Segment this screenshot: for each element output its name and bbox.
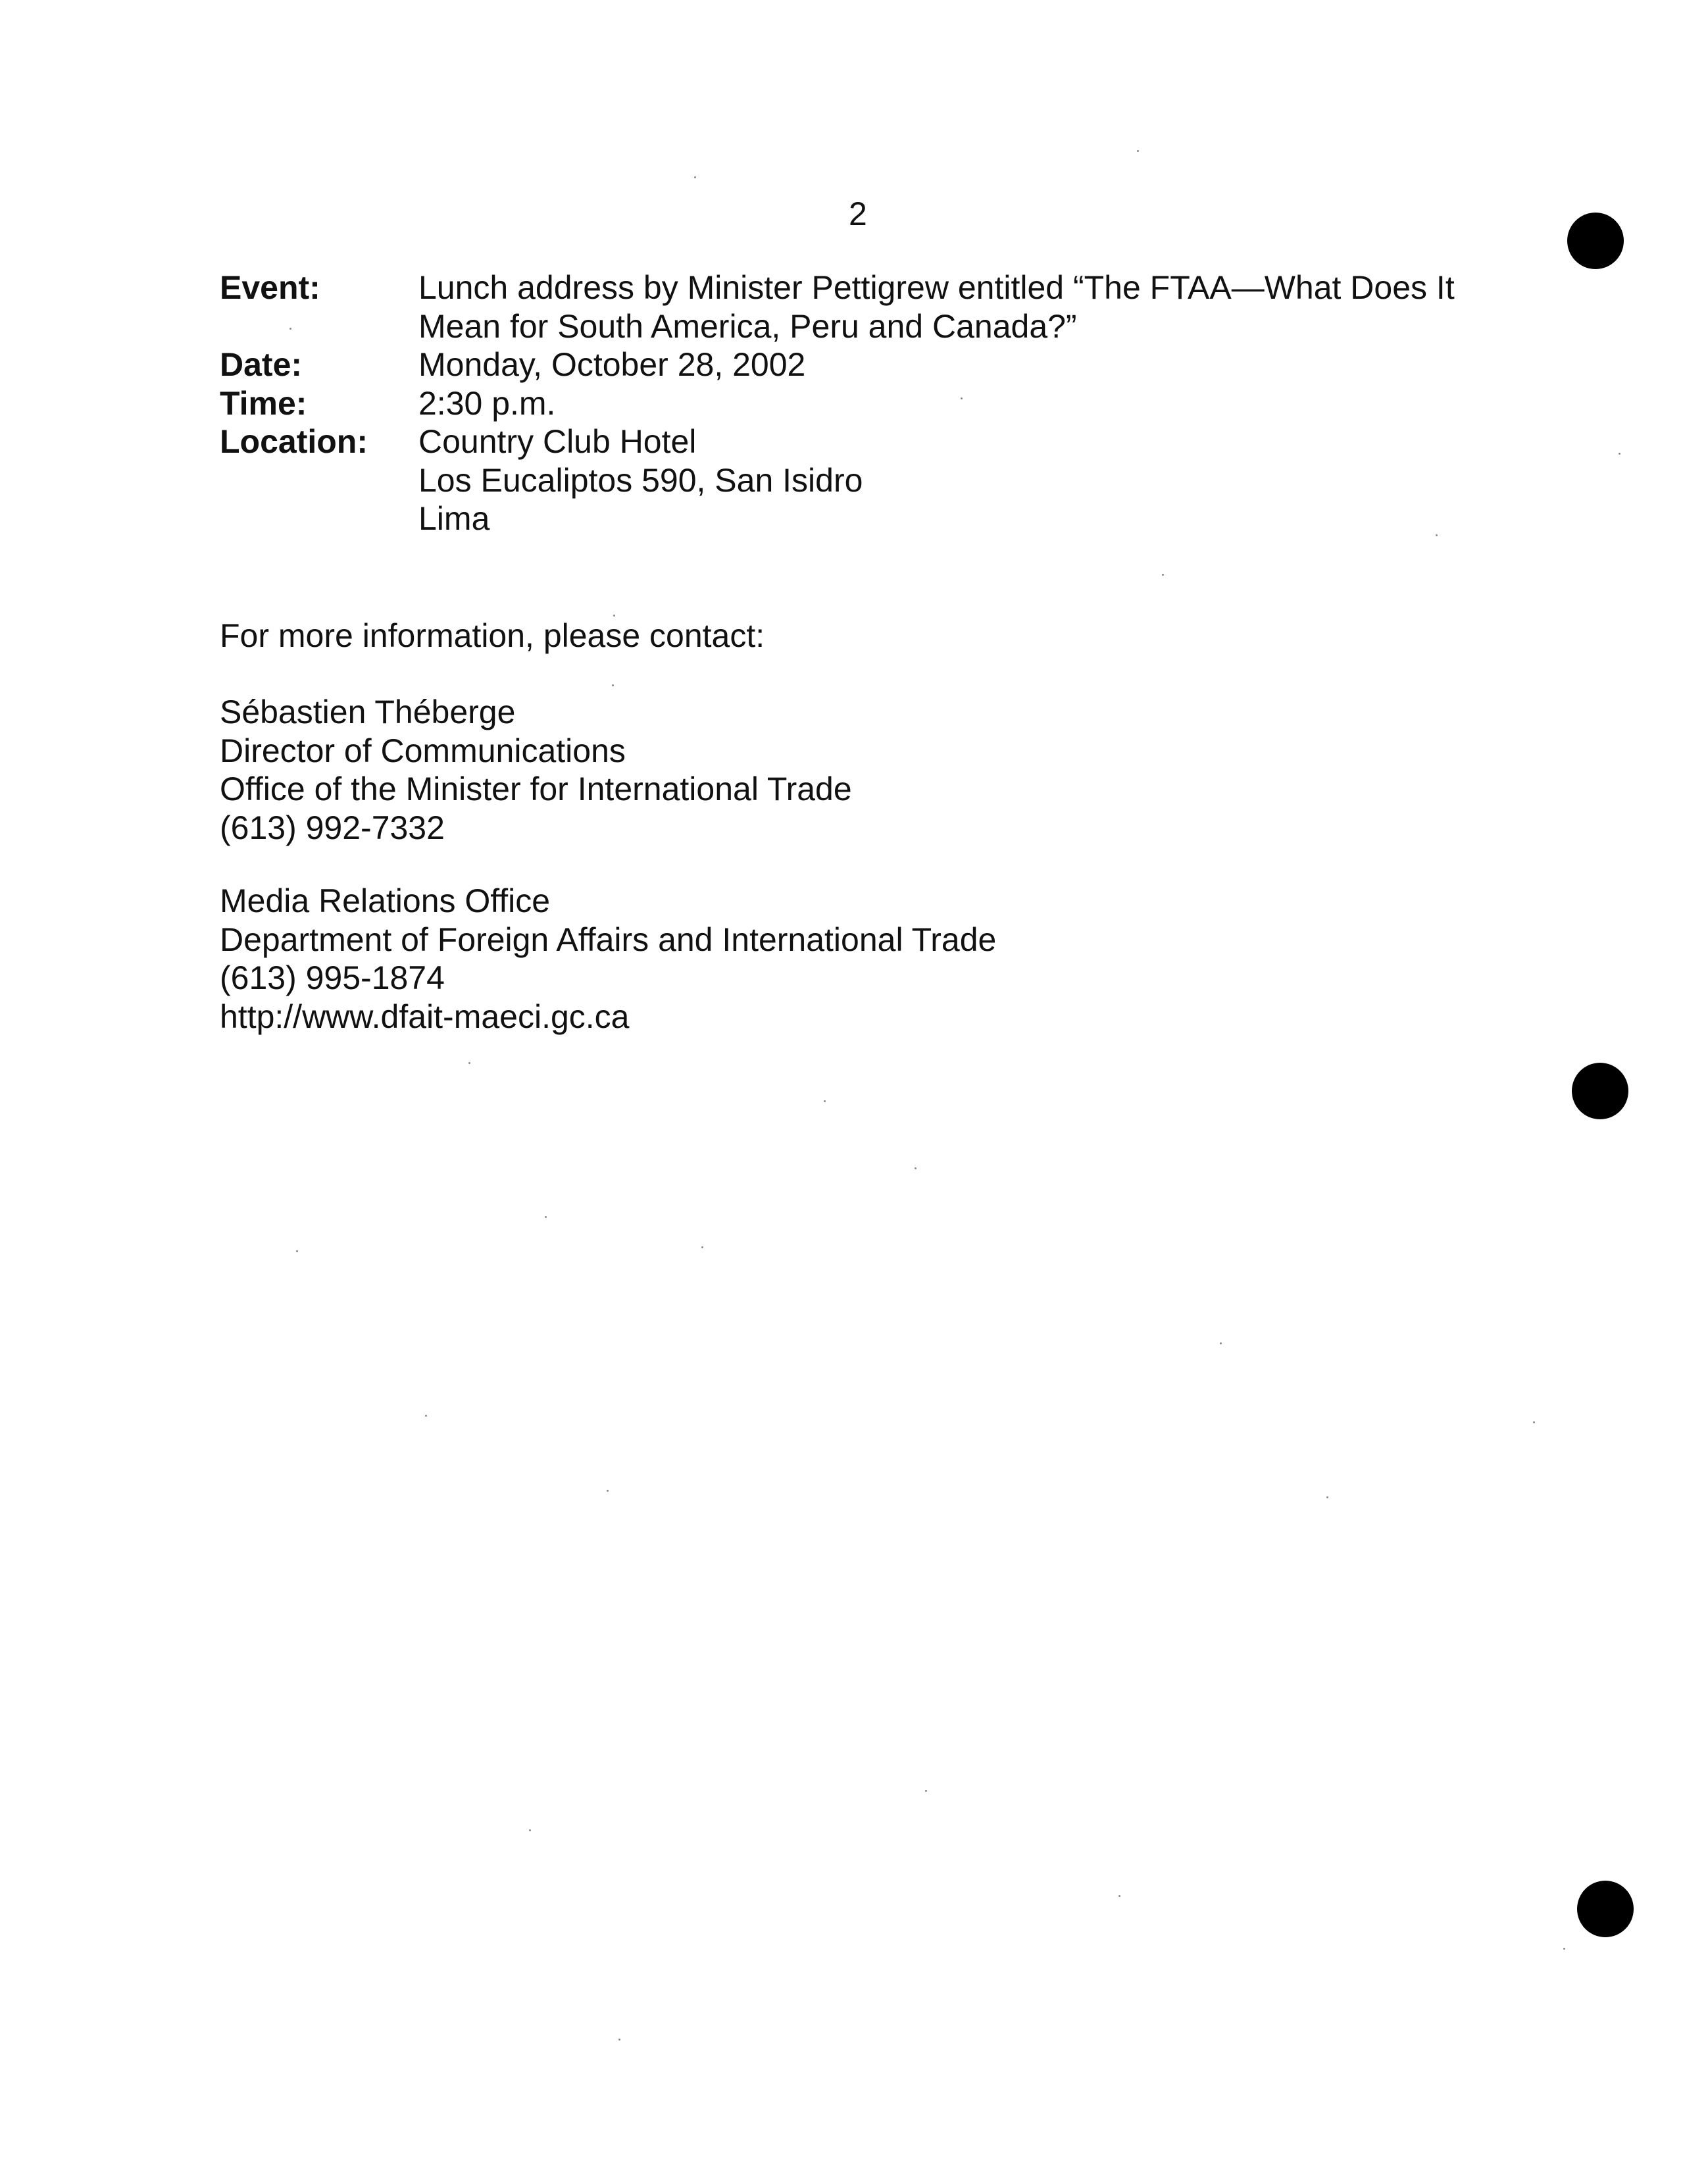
scan-speck [607, 1490, 609, 1492]
contact-line: Sébastien Théberge [220, 694, 516, 730]
scan-speck [824, 1100, 826, 1102]
location-row [220, 422, 1529, 538]
scan-speck [1220, 1342, 1222, 1344]
scan-speck [612, 684, 614, 686]
event-details [220, 268, 1529, 538]
date-label: Date: [220, 346, 303, 383]
scan-speck [468, 1062, 470, 1064]
contact-block-communications [220, 693, 852, 847]
scan-speck [545, 1216, 547, 1218]
scan-speck [701, 1246, 703, 1248]
date-row [220, 345, 1529, 384]
punch-hole [1577, 1881, 1634, 1937]
location-label: Location: [220, 423, 368, 460]
time-label: Time: [220, 384, 307, 422]
contact-line: (613) 995-1874 [220, 959, 445, 996]
scan-speck [1137, 150, 1139, 152]
time-row [220, 384, 1529, 423]
event-line: Lunch address by Minister Pettigrew entitled “The FTAA—What Does It [418, 269, 1455, 306]
scan-speck [296, 1250, 298, 1252]
contact-line: Media Relations Office [220, 882, 551, 919]
scan-speck [529, 1829, 531, 1831]
scan-speck [1619, 453, 1620, 455]
location-line: Los Eucaliptos 590, San Isidro [418, 461, 863, 499]
date-value [418, 345, 1529, 384]
contact-line: (613) 992-7332 [220, 809, 445, 846]
scan-speck [1326, 1496, 1328, 1498]
event-row [220, 268, 1529, 345]
scan-speck [1563, 1948, 1565, 1950]
contact-intro [220, 617, 765, 655]
scan-speck [694, 176, 696, 178]
scan-speck [1118, 1895, 1120, 1897]
scan-speck [961, 397, 963, 399]
event-label: Event: [220, 269, 320, 306]
punch-hole [1567, 213, 1624, 269]
time-line: 2:30 p.m. [418, 384, 556, 422]
contact-line: Department of Foreign Affairs and International Trade [220, 921, 997, 958]
date-line: Monday, October 28, 2002 [418, 346, 806, 383]
scan-speck [289, 328, 291, 330]
contact-block-media-relations [220, 882, 996, 1036]
scan-speck [613, 615, 615, 617]
contact-line: Director of Communications [220, 732, 626, 769]
location-value [418, 422, 1529, 538]
location-line: Country Club Hotel [418, 423, 697, 460]
scan-speck [1162, 574, 1164, 576]
punch-hole [1572, 1063, 1628, 1119]
contact-line: Office of the Minister for International Trade [220, 771, 852, 807]
time-value [418, 384, 1529, 423]
scan-speck [425, 1415, 427, 1417]
scan-speck [1533, 1421, 1535, 1423]
contact-url: http://www.dfait-maeci.gc.ca [220, 998, 630, 1035]
scan-speck [618, 2039, 620, 2041]
scan-speck [915, 1167, 917, 1169]
page-number: 2 [849, 195, 867, 232]
location-line: Lima [418, 500, 490, 537]
scan-speck [1436, 534, 1438, 536]
contact-intro-text: For more information, please contact: [220, 617, 765, 654]
event-value [418, 268, 1529, 345]
event-line: Mean for South America, Peru and Canada?” [418, 307, 1077, 345]
scan-speck [925, 1790, 927, 1792]
